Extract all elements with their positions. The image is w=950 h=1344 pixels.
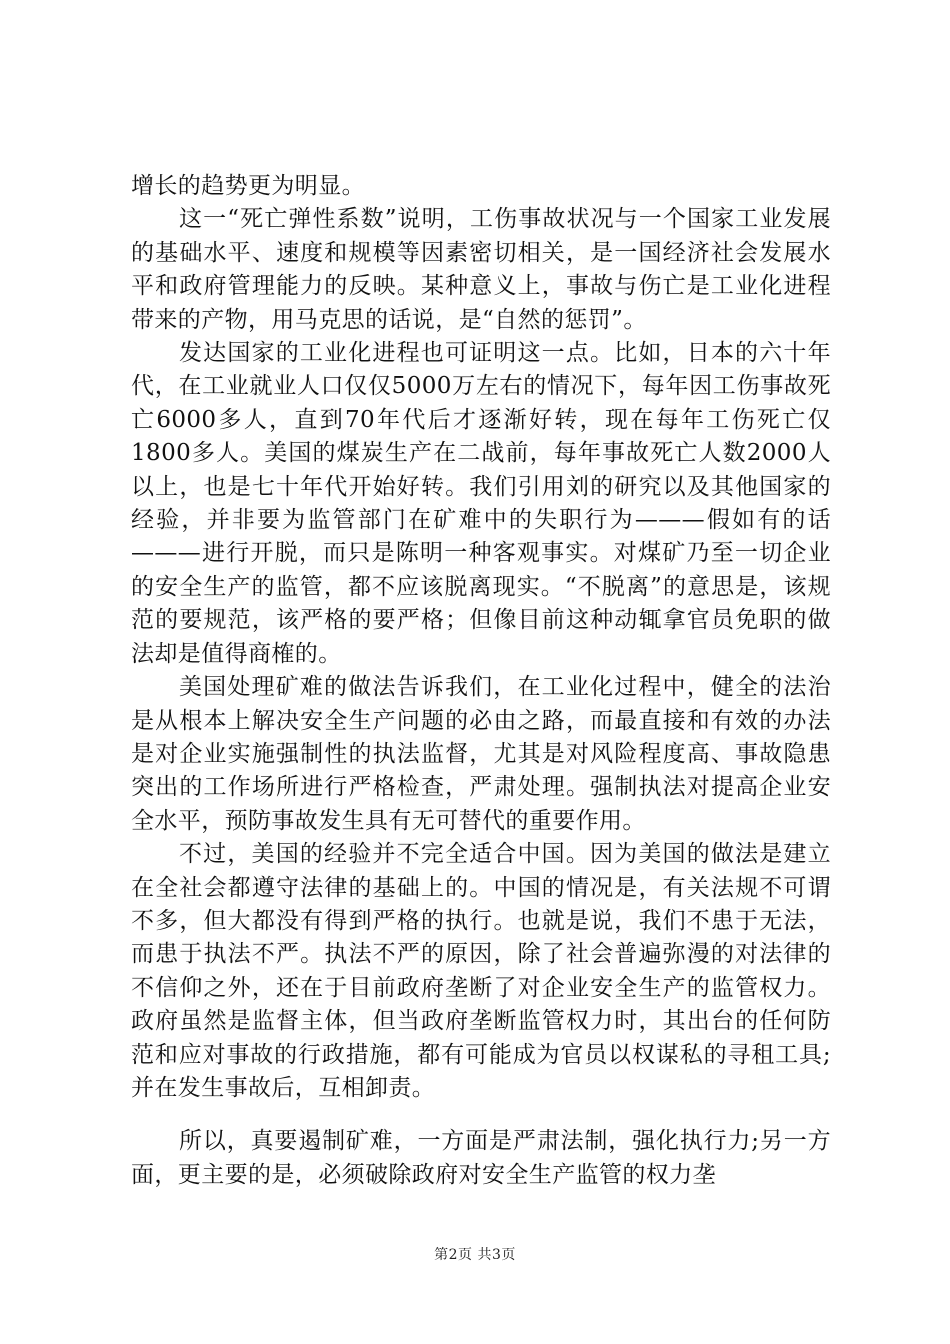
paragraph-4: 美国处理矿难的做法告诉我们，在工业化过程中，健全的法治是从根本上解决安全生产问题的必由之路，而最直接和有效的办法是对企业实施强制性的执法监督，尤其是对风险程度高、事故隐患突出的工作场所进行严格检查，严肃处理。强制执法对提高企业安全水平，预防事故发生具有无可替代的重要作用。 <box>131 674 831 834</box>
paragraph-6: 所以，真要遏制矿难，一方面是严肃法制，强化执行力;另一方面，更主要的是，必须破除政府对安全生产监管的权力垄 <box>131 1128 831 1188</box>
document-body <box>131 170 831 1192</box>
paragraph-1: 增长的趋势更为明显。 <box>131 173 365 199</box>
page-number-footer: 第2页 共3页 <box>434 1247 516 1263</box>
paragraph-3: 发达国家的工业化进程也可证明这一点。比如，日本的六十年代，在工业就业人口仅仅5000万左右的情况下，每年因工伤事故死亡6000多人，直到70年代后才逐渐好转，现在每年工伤死亡仅1800多人。美国的煤炭生产在二战前，每年事故死亡人数2000人以上，也是七十年代开始好转。我们引用刘的研究以及其他国家的经验，并非要为监管部门在矿难中的失职行为———假如有的话———进行开脱，而只是陈明一种客观事实。对煤矿乃至一切企业的安全生产的监管，都不应该脱离现实。“不脱离”的意思是，该规范的要规范，该严格的要严格；但像目前这种动辄拿官员免职的做法却是值得商榷的。 <box>131 340 831 667</box>
paragraph-5: 不过，美国的经验并不完全适合中国。因为美国的做法是建立在全社会都遵守法律的基础上的。中国的情况是，有关法规不可谓不多，但大都没有得到严格的执行。也就是说，我们不患于无法，而患于执法不严。执法不严的原因，除了社会普遍弥漫的对法律的不信仰之外，还在于目前政府垄断了对企业安全生产的监管权力。政府虽然是监督主体，但当政府垄断监管权力时，其出台的任何防范和应对事故的行政措施，都有可能成为官员以权谋私的寻租工具;并在发生事故后，互相卸责。 <box>131 841 831 1101</box>
paragraph-2: 这一“死亡弹性系数”说明，工伤事故状况与一个国家工业发展的基础水平、速度和规模等因素密切相关，是一国经济社会发展水平和政府管理能力的反映。某种意义上，事故与伤亡是工业化进程带来的产物，用马克思的话说，是“自然的惩罚”。 <box>131 206 831 333</box>
